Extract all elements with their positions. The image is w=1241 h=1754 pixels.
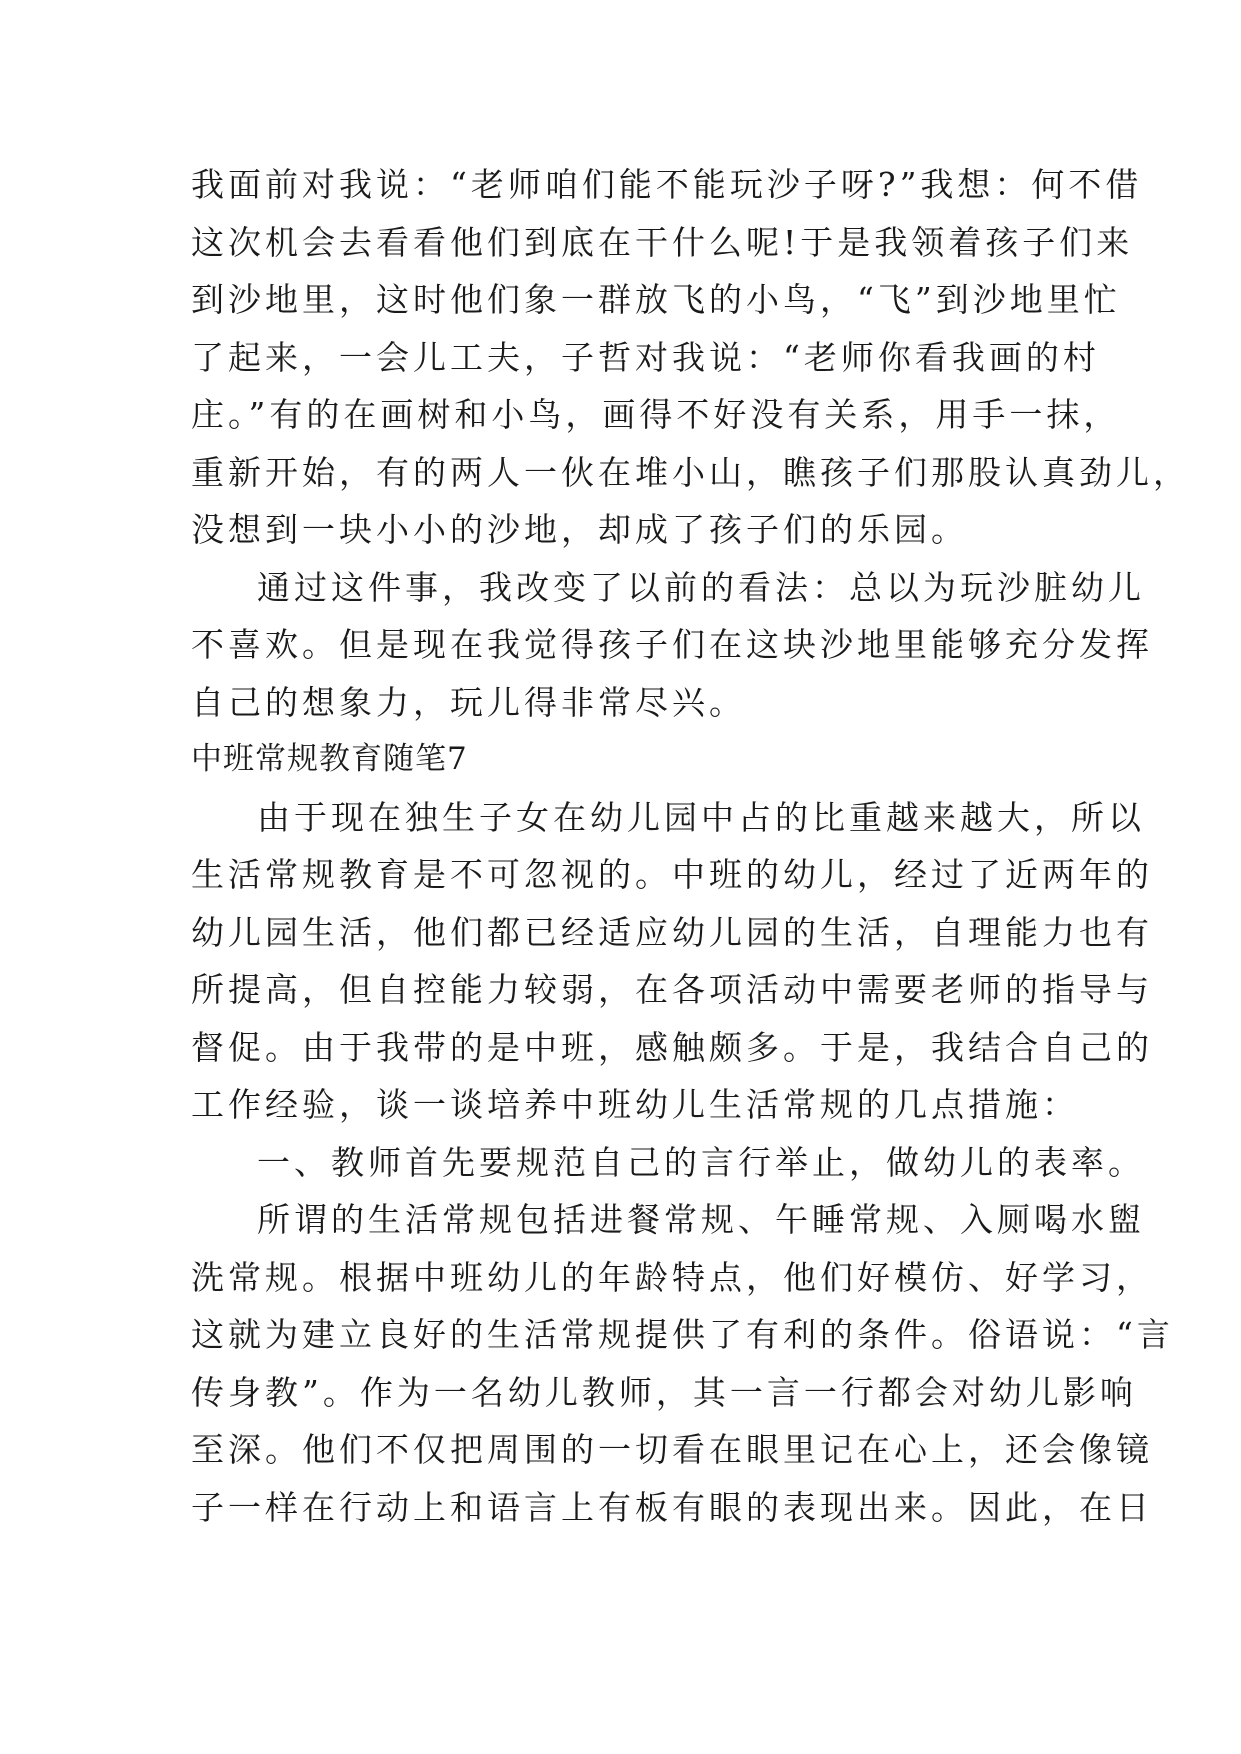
text-line: 幼儿园生活，他们都已经适应幼儿园的生活，自理能力也有 — [191, 912, 1153, 952]
text-line: 所提高，但自控能力较弱，在各项活动中需要老师的指导与 — [191, 970, 1153, 1009]
text-line: 没想到一块小小的沙地，却成了孩子们的乐园。 — [191, 510, 968, 549]
text-line: 我面前对我说：“老师咱们能不能玩沙子呀?”我想：何不借 — [191, 165, 1143, 204]
text-line: 重新开始，有的两人一伙在堆小山，瞧孩子们那股认真劲儿， — [191, 452, 1190, 492]
text-line: 了起来，一会儿工夫，子哲对我说：“老师你看我画的村 — [191, 337, 1100, 377]
text-line: 一、教师首先要规范自己的言行举止，做幼儿的表率。 — [257, 1142, 1145, 1182]
text-line: 督促。由于我带的是中班，感触颇多。于是，我结合自己的 — [191, 1027, 1153, 1067]
text-line: 至深。他们不仅把周围的一切看在眼里记在心上，还会像镜 — [191, 1430, 1153, 1469]
text-line: 生活常规教育是不可忽视的。中班的幼儿，经过了近两年的 — [191, 855, 1153, 894]
text-line: 传身教”。作为一名幼儿教师，其一言一行都会对幼儿影响 — [191, 1372, 1137, 1412]
text-line: 所谓的生活常规包括进餐常规、午睡常规、入厕喝水盥 — [257, 1200, 1145, 1239]
paragraph — [191, 1134, 1145, 1192]
text-line: 这次机会去看看他们到底在干什么呢!于是我领着孩子们来 — [191, 222, 1134, 262]
text-line: 庄。”有的在画树和小鸟，画得不好没有关系，用手一抹， — [191, 395, 1121, 434]
text-line: 自己的想象力，玩儿得非常尽兴。 — [191, 682, 746, 722]
text-line: 子一样在行动上和语言上有板有眼的表现出来。因此，在日 — [191, 1487, 1153, 1527]
section-title: 中班常规教育随笔7 — [191, 741, 468, 777]
text-line: 到沙地里，这时他们象一群放飞的小鸟，“飞”到沙地里忙 — [191, 280, 1121, 319]
paragraph — [191, 789, 1153, 1134]
paragraph — [191, 559, 1153, 732]
text-line: 这就为建立良好的生活常规提供了有利的条件。俗语说：“言 — [191, 1315, 1174, 1354]
document-body — [191, 156, 1190, 1536]
paragraph — [191, 1191, 1174, 1536]
text-line: 不喜欢。但是现在我觉得孩子们在这块沙地里能够充分发挥 — [191, 625, 1153, 664]
text-line: 通过这件事，我改变了以前的看法：总以为玩沙脏幼儿 — [257, 567, 1145, 607]
paragraph — [191, 156, 1190, 559]
text-line: 由于现在独生子女在幼儿园中占的比重越来越大，所以 — [257, 797, 1145, 837]
text-line: 工作经验，谈一谈培养中班幼儿生活常规的几点措施： — [191, 1085, 1079, 1124]
text-line: 洗常规。根据中班幼儿的年龄特点，他们好模仿、好学习， — [191, 1257, 1153, 1297]
